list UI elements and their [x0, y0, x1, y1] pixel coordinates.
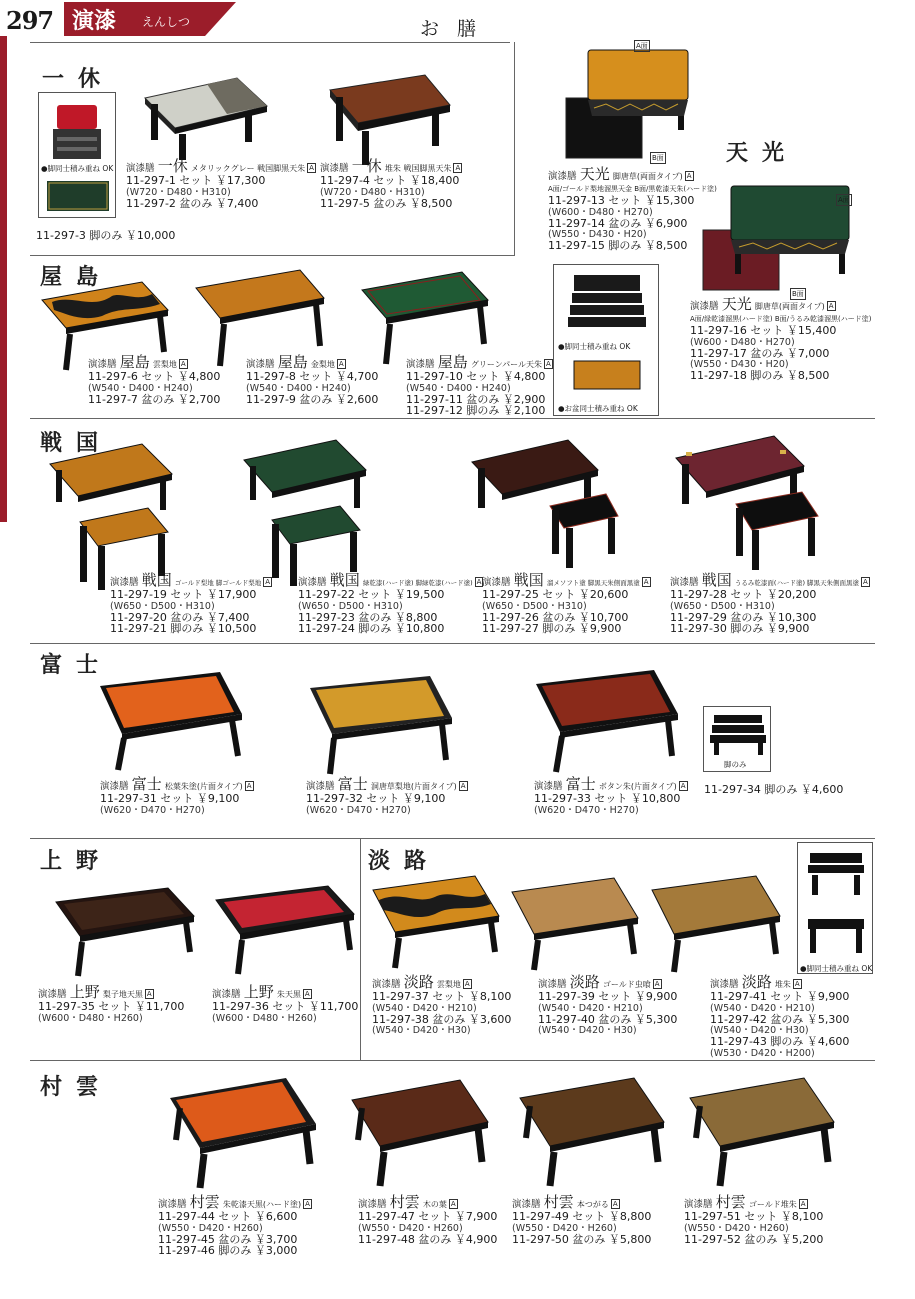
product-yashima-green: [406, 353, 553, 417]
product-subdesc: A面/緑乾漆溜黒(ハード塗) B面/うるみ乾漆溜黒(ハード塗): [690, 315, 872, 323]
prefix: 演漆膳: [406, 359, 435, 370]
product-fuji-matsuba: [100, 775, 254, 816]
prefix: 演漆膳: [690, 301, 719, 312]
divider: [30, 1060, 875, 1061]
dimensions: (W550・D420・H260): [684, 1222, 789, 1234]
prefix: 演漆膳: [512, 1199, 541, 1210]
murakumo-gold-tsuishu-image: [690, 1078, 834, 1188]
product-desc: ゴールド虫喰: [602, 980, 651, 989]
divider: [30, 42, 510, 43]
grade-badge: A: [800, 1200, 806, 1208]
price-row: 11-297-1 セット ￥17,300: [126, 174, 266, 187]
dimensions: (W550・D430・H20): [548, 229, 647, 240]
product-ikkyu-legs: [36, 230, 175, 242]
section-title-awaji: 淡路: [368, 848, 441, 874]
product-name: 天光: [579, 165, 610, 183]
price-row: 11-297-12 脚のみ ￥2,100: [406, 404, 546, 417]
grade-badge: A: [654, 980, 660, 988]
stack-note: ●脚同士積み重ね OK: [800, 964, 873, 973]
divider: [514, 42, 515, 255]
price-row: 11-297-17 盆のみ ￥7,000: [690, 346, 830, 360]
dimensions: (W620・D470・H270): [306, 804, 411, 816]
dimensions: (W550・D420・H260): [358, 1222, 463, 1234]
dimensions: (W540・D420・H30): [710, 1025, 809, 1036]
product-desc: 堆朱: [774, 980, 791, 989]
product-fuji-botan: [534, 775, 688, 816]
grade-badge: A: [304, 990, 310, 998]
product-name: 戦国: [513, 571, 544, 589]
product-awaji-kumo: [372, 973, 512, 1036]
product-murakumo-shu: [158, 1193, 312, 1257]
price-row: 11-297-38 盆のみ ￥3,600: [372, 1012, 512, 1026]
dimensions: (W600・D480・H260): [212, 1012, 317, 1024]
price-row: 11-297-32 セット ￥9,100: [306, 792, 446, 805]
dimensions: (W530・D420・H200): [710, 1047, 815, 1059]
section-title-ueno: 上野: [40, 848, 113, 874]
stacking-inset: [38, 92, 116, 218]
sengoku-green-image: [244, 440, 366, 586]
price-row: 11-297-40 盆のみ ￥5,300: [538, 1012, 678, 1026]
product-desc: グリーンパール天朱: [470, 360, 543, 369]
prefix: 演漆膳: [38, 989, 67, 1000]
price-row: 11-297-18 脚のみ ￥8,500: [690, 369, 830, 382]
price-row: 11-297-22 セット ￥19,500: [298, 588, 445, 601]
grade-badge: A: [305, 1200, 310, 1208]
side-a-tag: A面: [838, 196, 850, 204]
fuji-matsuba-image: [100, 672, 242, 772]
prefix: 演漆膳: [298, 577, 327, 588]
price-row: 11-297-9 盆のみ ￥2,600: [246, 392, 379, 406]
fuji-legs-image: [704, 707, 772, 757]
awaji-stacked-image: [798, 843, 874, 961]
yashima-stacking-inset: [553, 264, 659, 416]
product-desc: 脚唐草(両面タイプ): [754, 302, 825, 311]
prefix: 演漆膳: [534, 781, 563, 792]
dimensions: (W600・D480・H260): [38, 1012, 143, 1024]
grade-badge: A: [460, 782, 466, 790]
price-row: 11-297-39 セット ￥9,900: [538, 990, 678, 1003]
price-row: 11-297-34 脚のみ ￥4,600: [704, 783, 844, 796]
dimensions: (W550・D420・H260): [512, 1222, 617, 1234]
price-row: 11-297-8 セット ￥4,700: [246, 370, 379, 383]
price-row: 11-297-15 脚のみ ￥8,500: [548, 239, 688, 252]
product-name: 淡路: [741, 973, 772, 991]
fuji-botan-image: [536, 670, 678, 774]
price-row: 11-297-44 セット ￥6,600: [158, 1210, 298, 1223]
product-name: 屋島: [437, 353, 468, 371]
price-row: 11-297-6 セット ￥4,800: [88, 370, 221, 383]
product-desc: 梨子地天黒: [102, 990, 143, 999]
grade-badge: A: [464, 980, 470, 988]
awaji-mushikui-image: [512, 878, 638, 970]
product-desc: 松葉朱塗(片面タイプ): [164, 782, 243, 791]
product-name: 富士: [131, 775, 162, 793]
product-name: 天光: [721, 295, 752, 313]
price-row: 11-297-19 セット ￥17,900: [110, 588, 257, 601]
dimensions: (W600・D480・H270): [548, 206, 653, 218]
grade-badge: A: [450, 1200, 456, 1208]
awaji-kumo-image: [373, 876, 499, 968]
product-desc: 金梨地: [310, 360, 335, 369]
prefix: 演漆膳: [372, 979, 401, 990]
price-row: 11-297-29 盆のみ ￥10,300: [670, 610, 817, 624]
awaji-tsuishu-image: [652, 876, 780, 972]
product-name: 村雲: [715, 1193, 746, 1211]
dimensions: (W550・D430・H20): [690, 359, 789, 370]
stacked-legs-image: [39, 93, 117, 219]
awaji-stacking-inset: [797, 842, 873, 974]
grade-badge: A: [309, 164, 314, 172]
price-row: 11-297-43 脚のみ ￥4,600: [710, 1035, 850, 1048]
murakumo-tsugaru-image: [520, 1078, 664, 1188]
product-name: 富士: [337, 775, 368, 793]
product-desc: ゴールド堆朱: [748, 1200, 797, 1209]
product-tenko-gold: [548, 165, 717, 252]
product-desc: うるみ乾漆面(ハード塗) 脚黒天朱側面黒塗: [734, 579, 860, 587]
stack-note: ●脚同士積み重ね OK: [558, 342, 631, 351]
divider: [30, 838, 875, 839]
prefix: 演漆膳: [212, 989, 241, 1000]
ikkyu-tsuishu-image: [330, 75, 450, 165]
side-b-tag: B面: [652, 154, 664, 162]
dimensions: (W540・D400・H240): [406, 382, 511, 394]
ikkyu-metallic-image: [145, 78, 267, 160]
fuji-karakusa-image: [310, 676, 452, 776]
prefix: 演漆膳: [358, 1199, 387, 1210]
price-row: 11-297-10 セット ￥4,800: [406, 370, 546, 383]
dimensions: (W650・D500・H310): [482, 600, 587, 612]
dimensions: (W620・D470・H270): [100, 804, 205, 816]
grade-badge: A: [643, 578, 649, 586]
section-title-ikkyu: 一休: [42, 66, 115, 92]
fuji-legs-inset: [703, 706, 771, 772]
section-title-sengoku: 戦国: [40, 430, 113, 456]
page-title: お 膳: [420, 18, 483, 40]
price-row: 11-297-14 盆のみ ￥6,900: [548, 216, 688, 230]
yashima-green-image: [362, 272, 488, 368]
product-name: 戦国: [141, 571, 172, 589]
category-title: 演漆: [72, 8, 117, 34]
prefix: 演漆膳: [306, 781, 335, 792]
price-row: 11-297-48 盆のみ ￥4,900: [358, 1232, 498, 1246]
dimensions: (W720・D480・H310): [320, 186, 425, 198]
product-name: 一休: [157, 157, 188, 175]
grade-badge: A: [680, 782, 686, 790]
product-murakumo-tsugaru: [512, 1193, 652, 1246]
product-desc: ボタン朱(片面タイプ): [598, 782, 677, 791]
price-row: 11-297-30 脚のみ ￥9,900: [670, 622, 810, 635]
dimensions: (W600・D480・H270): [690, 336, 795, 348]
legs-only-label: 脚のみ: [724, 760, 747, 769]
price-row: 11-297-7 盆のみ ￥2,700: [88, 392, 221, 406]
dimensions: (W720・D480・H310): [126, 186, 231, 198]
dimensions: (W540・D420・H30): [372, 1025, 471, 1036]
grade-badge: A: [180, 360, 186, 368]
divider: [30, 643, 875, 644]
product-name: 淡路: [569, 973, 600, 991]
side-b-tag: B面: [792, 290, 804, 298]
prefix: 演漆膳: [88, 359, 117, 370]
price-row: 11-297-4 セット ￥18,400: [320, 174, 460, 187]
section-title-fuji: 富士: [40, 652, 113, 678]
price-row: 11-297-13 セット ￥15,300: [548, 194, 695, 207]
product-sengoku-gold: [110, 571, 272, 635]
product-desc: メタリックグレー 戦国脚黒天朱: [190, 164, 306, 173]
product-desc: 緑乾漆(ハード塗) 脚緑乾漆(ハード塗): [362, 579, 473, 587]
price-row: 11-297-42 盆のみ ￥5,300: [710, 1012, 850, 1026]
grade-badge: A: [546, 360, 551, 368]
product-name: 上野: [69, 983, 100, 1001]
grade-badge: A: [146, 990, 152, 998]
price-row: 11-297-3 脚のみ ￥10,000: [36, 229, 176, 242]
stack-note: ●脚同士積み重ね OK: [41, 164, 114, 173]
prefix: 演漆膳: [320, 163, 349, 174]
dimensions: (W540・D400・H240): [88, 382, 193, 394]
price-row: 11-297-25 セット ￥20,600: [482, 588, 629, 601]
product-name: 屋島: [119, 353, 150, 371]
grade-badge: A: [863, 578, 868, 586]
price-row: 11-297-45 盆のみ ￥3,700: [158, 1232, 298, 1246]
sengoku-urumi-image: [676, 436, 832, 572]
category-reading: えんしつ: [142, 15, 191, 29]
prefix: 演漆膳: [482, 577, 511, 588]
grade-badge: A: [246, 782, 252, 790]
dimensions: (W550・D420・H260): [158, 1222, 263, 1234]
product-desc: 堆朱 戦国脚黒天朱: [384, 164, 452, 173]
grade-badge: A: [476, 578, 482, 586]
tenko-b-image: [703, 186, 851, 296]
grade-badge: A: [794, 980, 800, 988]
product-murakumo-konoha: [358, 1193, 498, 1246]
product-name: 村雲: [389, 1193, 420, 1211]
price-row: 11-297-2 盆のみ ￥7,400: [126, 196, 259, 210]
dimensions: (W620・D470・H270): [534, 804, 639, 816]
prefix: 演漆膳: [100, 781, 129, 792]
price-row: 11-297-46 脚のみ ￥3,000: [158, 1244, 298, 1257]
price-row: 11-297-49 セット ￥8,800: [512, 1210, 652, 1223]
sengoku-gold-image: [50, 444, 172, 590]
product-desc: 溜メソフト塗 脚黒天朱側面黒塗: [546, 579, 640, 587]
grade-badge: A: [828, 302, 834, 310]
dimensions: (W540・D420・H210): [372, 1002, 477, 1014]
product-name: 屋島: [277, 353, 308, 371]
section-title-murakumo: 村雲: [40, 1074, 113, 1100]
product-ikkyu-tsuishu: [320, 157, 462, 210]
price-row: 11-297-16 セット ￥15,400: [690, 324, 837, 337]
price-row: 11-297-11 盆のみ ￥2,900: [406, 392, 546, 406]
product-sengoku-urumi: [670, 571, 870, 635]
dimensions: (W540・D420・H210): [538, 1002, 643, 1014]
price-row: 11-297-50 盆のみ ￥5,800: [512, 1232, 652, 1246]
prefix: 演漆膳: [246, 359, 275, 370]
price-row: 11-297-31 セット ￥9,100: [100, 792, 240, 805]
price-row: 11-297-51 セット ￥8,100: [684, 1210, 824, 1223]
murakumo-konoha-image: [352, 1080, 488, 1188]
product-yashima-kumo: [88, 353, 221, 406]
grade-badge: A: [265, 578, 271, 586]
price-row: 11-297-41 セット ￥9,900: [710, 990, 850, 1003]
product-name: 淡路: [403, 973, 434, 991]
price-row: 11-297-23 盆のみ ￥8,800: [298, 610, 438, 624]
price-row: 11-297-52 盆のみ ￥5,200: [684, 1232, 824, 1246]
product-desc: 雲梨地: [152, 360, 177, 369]
product-desc: 朱乾漆天黒(ハード塗): [222, 1200, 302, 1209]
product-desc: 木の葉: [422, 1200, 447, 1209]
product-sengoku-tame: [482, 571, 651, 635]
grade-badge: A: [338, 360, 344, 368]
product-desc: ゴールド梨地 脚ゴールド梨地: [174, 579, 262, 587]
product-fuji-legs: [704, 784, 843, 796]
prefix: 演漆膳: [548, 171, 577, 182]
grade-badge: A: [612, 1200, 618, 1208]
product-name: 戦国: [701, 571, 732, 589]
product-subdesc: A面/ゴールド梨地溜黒天金 B面/黒乾漆天朱(ハード塗): [548, 185, 717, 193]
price-row: 11-297-21 脚のみ ￥10,500: [110, 622, 257, 635]
side-a-tag: A面: [636, 42, 648, 50]
price-row: 11-297-20 盆のみ ￥7,400: [110, 610, 250, 624]
prefix: 演漆膳: [158, 1199, 187, 1210]
price-row: 11-297-33 セット ￥10,800: [534, 792, 681, 805]
prefix: 演漆膳: [538, 979, 567, 990]
tray-stack-note: ●お盆同士積み重ね OK: [558, 404, 638, 413]
price-row: 11-297-35 セット ￥11,700: [38, 1000, 185, 1013]
product-name: 一休: [351, 157, 382, 175]
product-tenko-green: [690, 295, 872, 382]
murakumo-shu-image: [170, 1078, 316, 1190]
price-row: 11-297-26 盆のみ ￥10,700: [482, 610, 629, 624]
dimensions: (W650・D500・H310): [110, 600, 215, 612]
prefix: 演漆膳: [110, 577, 139, 588]
dimensions: (W540・D420・H30): [538, 1025, 637, 1036]
price-row: 11-297-28 セット ￥20,200: [670, 588, 817, 601]
product-murakumo-gold: [684, 1193, 824, 1246]
prefix: 演漆膳: [670, 577, 699, 588]
product-awaji-mushikui: [538, 973, 678, 1036]
product-desc: 朱天黒: [276, 990, 301, 999]
product-name: 村雲: [543, 1193, 574, 1211]
product-ueno-nashiji: [38, 983, 185, 1024]
sengoku-tame-image: [472, 440, 618, 570]
product-desc: 洞唐草梨地(片面タイプ): [370, 782, 457, 791]
grade-badge: A: [455, 164, 461, 172]
product-desc: 雲梨地: [436, 980, 461, 989]
price-row: 11-297-47 セット ￥7,900: [358, 1210, 498, 1223]
dimensions: (W650・D500・H310): [298, 600, 403, 612]
product-ueno-shu: [212, 983, 359, 1024]
ueno-nashiji-image: [56, 888, 194, 978]
price-row: 11-297-36 セット ￥11,700: [212, 1000, 359, 1013]
side-accent-bar: [0, 36, 7, 522]
product-name: 富士: [565, 775, 596, 793]
section-title-yashima: 屋島: [40, 264, 113, 290]
section-title-tenko: 天光: [726, 140, 799, 166]
dimensions: (W540・D420・H210): [710, 1002, 815, 1014]
product-sengoku-green: [298, 571, 483, 635]
product-desc: 本つがる: [576, 1200, 609, 1209]
page-number: 297: [6, 6, 54, 35]
price-row: 11-297-27 脚のみ ￥9,900: [482, 622, 622, 635]
divider: [30, 255, 515, 256]
prefix: 演漆膳: [710, 979, 739, 990]
ueno-shu-image: [216, 886, 354, 976]
prefix: 演漆膳: [684, 1199, 713, 1210]
product-name: 上野: [243, 983, 274, 1001]
product-fuji-karakusa: [306, 775, 468, 816]
grade-badge: A: [686, 172, 692, 180]
price-row: 11-297-37 セット ￥8,100: [372, 990, 512, 1003]
prefix: 演漆膳: [126, 163, 155, 174]
product-desc: 脚唐草(両面タイプ): [612, 172, 683, 181]
price-row: 11-297-24 脚のみ ￥10,800: [298, 622, 445, 635]
price-row: 11-297-5 盆のみ ￥8,500: [320, 196, 453, 210]
product-yashima-kin: [246, 353, 379, 406]
tenko-a-image: [566, 44, 690, 164]
divider: [30, 418, 875, 419]
product-name: 戦国: [329, 571, 360, 589]
product-awaji-tsuishu: [710, 973, 850, 1059]
dimensions: (W650・D500・H310): [670, 600, 775, 612]
divider: [360, 838, 361, 1060]
product-name: 村雲: [189, 1193, 220, 1211]
product-ikkyu-metallic: [126, 157, 316, 210]
dimensions: (W540・D400・H240): [246, 382, 351, 394]
